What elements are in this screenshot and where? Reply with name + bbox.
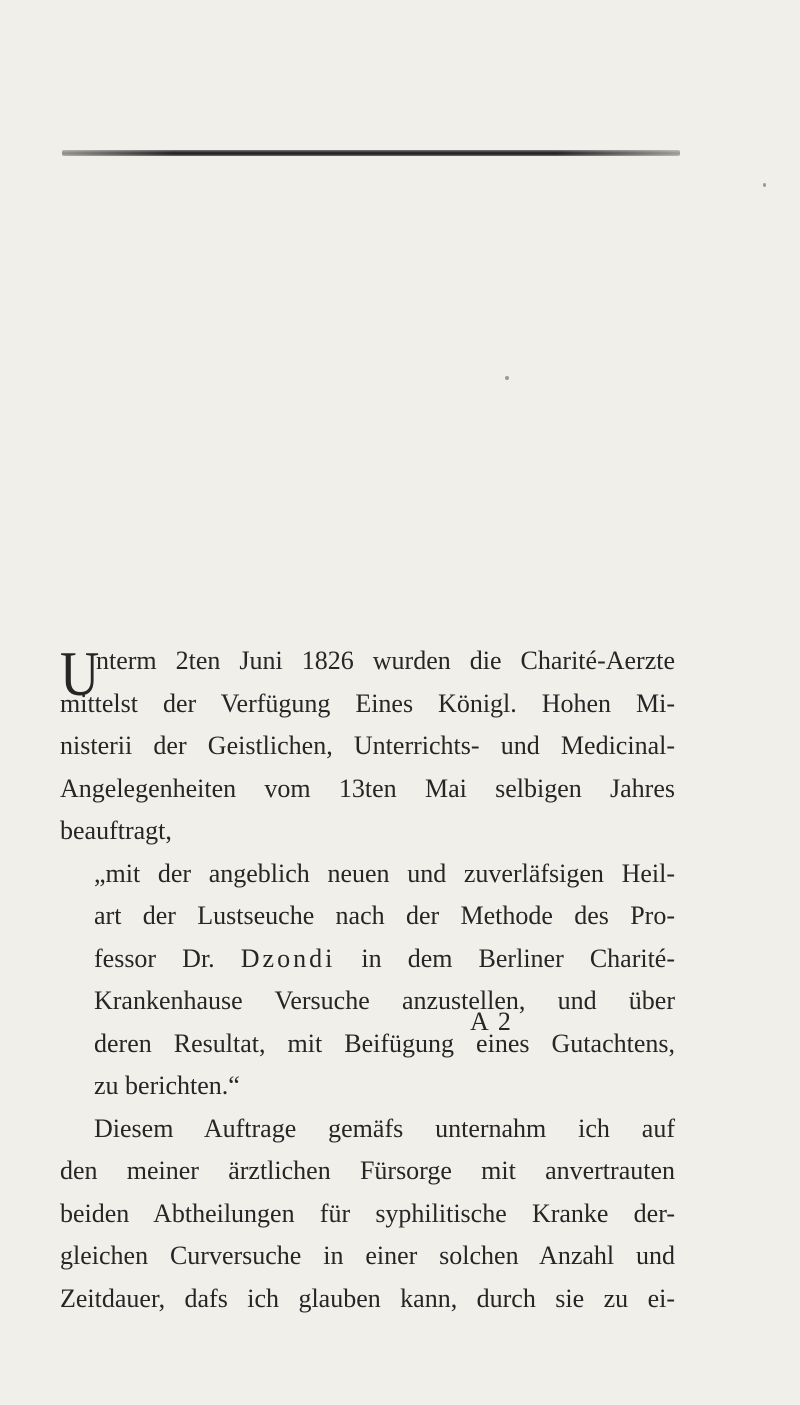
page-signature: A 2 <box>470 1007 513 1036</box>
text-line: Krankenhause Versuche anzustellen, und über <box>94 986 675 1015</box>
author-name: Dzondi <box>240 943 336 973</box>
text-line: Diesem Auftrage gemäfs unternahm ich auf <box>94 1113 675 1143</box>
text-line: beauftragt, <box>60 816 172 845</box>
body-text <box>60 640 675 1320</box>
text-line: Angelegenheiten vom 13ten Mai selbigen Jahres <box>60 773 675 803</box>
paper-speck <box>505 376 509 380</box>
text-line: nisterii der Geistlichen, Unterrichts- und Medicinal- <box>60 731 675 760</box>
text-line: U nterm 2ten Juni 1826 wurden die Charité-Aerzte <box>60 638 675 709</box>
text-line: den meiner ärztlichen Fürsorge mit anvertrauten <box>60 1156 675 1185</box>
text-line: gleichen Curversuche in einer solchen Anzahl und <box>60 1241 675 1270</box>
text-line: „mit der angeblich neuen und zuverläfsigen Heil- <box>94 858 675 888</box>
text-line: zu berichten.“ <box>94 1071 240 1100</box>
text-line: beiden Abtheilungen für syphilitische Kranke der- <box>60 1198 675 1228</box>
initial-letter: U <box>60 638 100 709</box>
top-rule-fade <box>62 150 680 156</box>
text-line: mittelst der Verfügung Eines Königl. Hohen Mi- <box>60 688 675 718</box>
text-line: fessor Dr. Dzondi in dem Berliner Charité- <box>94 943 676 973</box>
text-line: deren Resultat, mit Beifügung eines Gutachtens, <box>94 1028 675 1058</box>
text-line: art der Lustseuche nach der Methode des Pro- <box>94 901 675 930</box>
paper-speck <box>763 183 766 187</box>
text-line: Zeitdauer, dafs ich glauben kann, durch sie zu ei- <box>60 1283 675 1313</box>
